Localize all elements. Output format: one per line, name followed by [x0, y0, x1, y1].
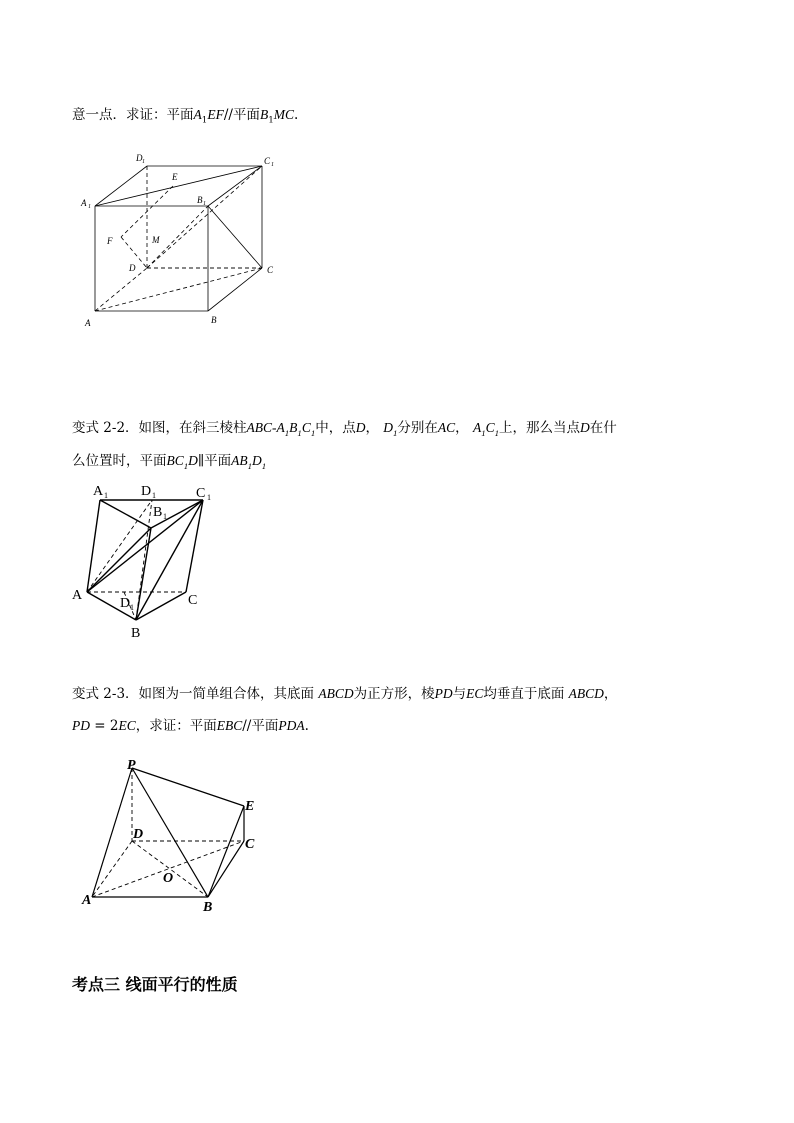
- label-D1: D: [136, 153, 143, 163]
- subscript: 1: [393, 427, 398, 438]
- label-C1: C: [196, 486, 206, 501]
- math: D: [252, 453, 262, 468]
- label-A1: A: [93, 484, 104, 499]
- text: 与: [452, 686, 467, 702]
- label-B1: B: [153, 505, 163, 520]
- parallel-symbol: //: [223, 107, 233, 123]
- subscript: 1: [310, 427, 316, 438]
- label-D1-bottom: D: [120, 596, 131, 611]
- variant-2-3-line-1: [72, 684, 617, 704]
- math: C: [301, 420, 311, 435]
- oblique-prism-figure: [66, 478, 236, 648]
- text: 均垂直于底面: [483, 686, 565, 702]
- math: PD: [72, 718, 90, 733]
- label-E: E: [172, 172, 178, 182]
- label-P: P: [127, 758, 136, 773]
- label-A: A: [85, 318, 91, 328]
- label-A: A: [72, 588, 83, 603]
- text: ，: [603, 686, 618, 702]
- text: 在什: [589, 420, 617, 436]
- text: 中，点: [315, 420, 356, 436]
- text: 平面: [204, 453, 232, 469]
- variant-2-3-line-2: [72, 716, 309, 736]
- text: 平面: [232, 107, 260, 123]
- label-M: M: [152, 235, 160, 245]
- text: 变式 2-3．如图为一简单组合体，其底面: [72, 686, 315, 702]
- math: C: [485, 420, 495, 435]
- label-C: C: [188, 593, 198, 608]
- math: BC: [166, 453, 184, 468]
- subscript: 1: [481, 427, 486, 438]
- label-D: D: [133, 827, 144, 842]
- parallel-symbol: //: [242, 718, 252, 734]
- variant-2-2-line-2: [72, 451, 266, 477]
- label-B: B: [211, 315, 217, 325]
- section-heading: 考点三 线面平行的性质: [72, 975, 238, 994]
- math: ABCD: [568, 686, 604, 701]
- math: EBC: [216, 718, 243, 733]
- composite-solid-figure: [78, 756, 268, 916]
- label-B: B: [203, 900, 213, 915]
- text: ，: [365, 420, 379, 436]
- label-sub: 1: [163, 512, 167, 521]
- text: 分别在: [397, 420, 438, 436]
- label-sub: 1: [104, 491, 108, 500]
- subscript: 1: [297, 427, 302, 438]
- math: = 2: [90, 718, 119, 734]
- label-A: A: [82, 893, 92, 908]
- text: ，: [455, 420, 469, 436]
- label-C: C: [267, 265, 274, 275]
- variant-2-2-line-1: [72, 418, 617, 444]
- label-sub: 1: [152, 491, 156, 500]
- subscript: 1: [268, 115, 274, 126]
- label-F: F: [107, 236, 113, 246]
- math: AC: [437, 420, 456, 435]
- label-C1: C: [264, 156, 271, 166]
- math: EC: [466, 686, 484, 701]
- label-O: O: [163, 871, 174, 886]
- math: B: [259, 107, 269, 122]
- problem-tail-text: [72, 105, 298, 131]
- subscript: 1: [261, 460, 267, 471]
- label-sub: 1: [271, 162, 274, 168]
- text: .: [294, 107, 299, 123]
- math: D: [188, 453, 198, 468]
- text: .: [304, 718, 309, 734]
- math: A: [472, 420, 482, 435]
- math: AB: [231, 453, 248, 468]
- subscript: 1: [183, 460, 189, 471]
- math: ABC-A: [246, 420, 285, 435]
- label-sub: 1: [203, 201, 206, 207]
- text: ，求证：平面: [135, 718, 217, 734]
- parallel-symbol: ∥: [197, 453, 205, 469]
- math: MC: [273, 107, 295, 122]
- label-E: E: [245, 799, 255, 814]
- cube-figure: [75, 148, 285, 338]
- label-sub: 1: [130, 603, 134, 612]
- label-sub: 1: [207, 493, 211, 502]
- subscript: 1: [201, 115, 208, 126]
- text: 上，那么当点: [499, 420, 581, 436]
- math: D: [355, 420, 366, 435]
- label-C: C: [245, 837, 255, 852]
- math: PDA: [278, 718, 305, 733]
- math: D: [580, 420, 590, 435]
- math: PD: [434, 686, 453, 701]
- subscript: 1: [247, 460, 253, 471]
- math: EF: [207, 107, 224, 122]
- text: 变式 2-2．如图，在斜三棱柱: [72, 420, 247, 436]
- label-D: D: [129, 263, 136, 273]
- subscript: 1: [494, 427, 500, 438]
- math: B: [289, 420, 298, 435]
- text: 意一点．求证：平面: [72, 107, 194, 123]
- text: 为正方形，棱: [353, 686, 435, 702]
- math: EC: [118, 718, 136, 733]
- math: ABCD: [318, 686, 354, 701]
- text: 么位置时，平面: [72, 453, 167, 469]
- label-B1: B: [197, 195, 203, 205]
- math: D: [383, 420, 394, 435]
- text: 平面: [251, 718, 279, 734]
- label-A1: A: [81, 198, 87, 208]
- subscript: 1: [284, 427, 290, 438]
- label-D1: D: [141, 484, 152, 499]
- label-B: B: [131, 626, 141, 641]
- math: A: [193, 107, 202, 122]
- label-sub: 1: [142, 159, 145, 165]
- label-sub: 1: [88, 204, 91, 210]
